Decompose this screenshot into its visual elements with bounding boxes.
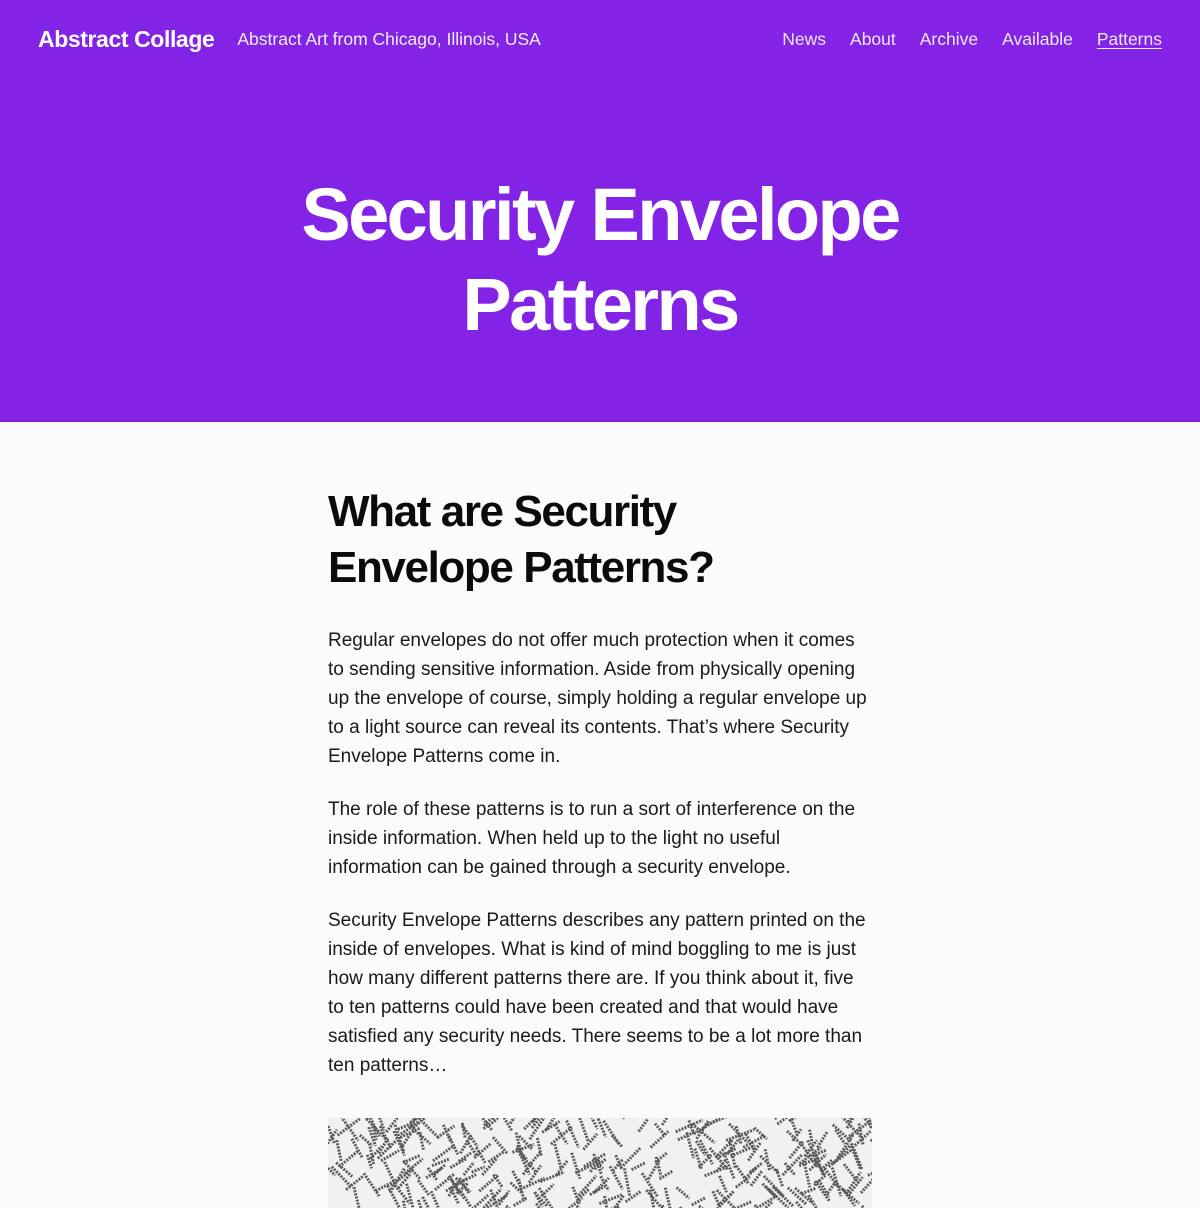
- hero-banner: [0, 0, 1200, 422]
- article-paragraph: Regular envelopes do not offer much protection when it comes to sending sensitive information. Aside from physically opening up the envelope of course, simply holding a regular envelope up to a light source can reveal its contents. That’s where Security Envelope Patterns come in.: [328, 626, 874, 771]
- pattern-stroke: [491, 1190, 501, 1208]
- pattern-stroke: [433, 1145, 454, 1161]
- pattern-stroke: [662, 1118, 672, 1125]
- article-content: [328, 484, 874, 1104]
- pattern-stroke: [621, 1148, 641, 1168]
- pattern-stroke: [868, 1169, 872, 1176]
- pattern-stroke: [810, 1130, 812, 1144]
- pattern-stroke: [472, 1167, 485, 1172]
- pattern-stroke: [665, 1188, 670, 1208]
- pattern-stroke: [418, 1180, 429, 1195]
- pattern-stroke: [379, 1118, 385, 1130]
- pattern-stroke: [472, 1195, 488, 1208]
- pattern-stroke: [861, 1171, 872, 1192]
- nav-item-patterns[interactable]: Patterns: [1097, 29, 1162, 50]
- pattern-stroke: [432, 1159, 450, 1166]
- pattern-stroke: [431, 1191, 438, 1207]
- section-heading-line-2: Envelope Patterns?: [328, 543, 714, 592]
- pattern-stroke: [804, 1161, 810, 1187]
- page-title-line-2: Patterns: [462, 263, 737, 346]
- pattern-stroke: [624, 1168, 629, 1196]
- pattern-stroke: [660, 1171, 673, 1179]
- pattern-stroke: [801, 1188, 815, 1193]
- pattern-stroke: [751, 1171, 762, 1186]
- pattern-stroke: [692, 1198, 706, 1205]
- pattern-stroke: [410, 1126, 431, 1143]
- pattern-stroke: [364, 1173, 379, 1196]
- pattern-stroke: [360, 1135, 373, 1146]
- pattern-stroke: [632, 1162, 646, 1169]
- pattern-stroke: [612, 1135, 622, 1147]
- page-title: [0, 170, 1200, 350]
- pattern-stroke: [687, 1132, 694, 1158]
- pattern-stroke: [510, 1118, 524, 1123]
- pattern-stroke: [800, 1142, 809, 1155]
- pattern-stroke: [677, 1187, 690, 1198]
- pattern-stroke: [572, 1153, 580, 1179]
- pattern-stroke: [403, 1201, 406, 1208]
- pattern-stroke: [871, 1139, 872, 1151]
- pattern-stroke: [817, 1132, 827, 1147]
- site-header: [38, 22, 1162, 56]
- pattern-stroke: [567, 1121, 579, 1148]
- pattern-stroke: [332, 1167, 351, 1187]
- pattern-stroke: [540, 1172, 564, 1182]
- pattern-stroke: [406, 1184, 413, 1208]
- pattern-stroke: [423, 1197, 432, 1208]
- pattern-stroke: [828, 1181, 837, 1193]
- nav-item-news[interactable]: News: [782, 29, 826, 50]
- pattern-stroke: [555, 1144, 561, 1168]
- pattern-stroke: [790, 1118, 797, 1134]
- pattern-stroke: [385, 1162, 396, 1184]
- pattern-stroke: [528, 1152, 540, 1166]
- pattern-stroke: [613, 1159, 623, 1171]
- pattern-stroke: [732, 1202, 752, 1208]
- pattern-stroke: [493, 1137, 508, 1154]
- nav-item-about[interactable]: About: [850, 29, 896, 50]
- pattern-stroke: [496, 1118, 517, 1119]
- pattern-stroke: [639, 1119, 648, 1131]
- security-pattern-graphic: [328, 1118, 872, 1208]
- pattern-stroke: [579, 1118, 588, 1141]
- section-heading: [328, 484, 874, 596]
- pattern-stroke: [381, 1151, 399, 1161]
- article-paragraph: The role of these patterns is to run a sort of interference on the inside information. When held up to the light no useful information can be gained through a security envelope.: [328, 795, 874, 882]
- pattern-stroke: [388, 1186, 401, 1208]
- security-pattern-image: [328, 1118, 872, 1208]
- pattern-stroke: [626, 1192, 641, 1202]
- site-title-link[interactable]: Abstract Collage: [38, 26, 214, 53]
- page-title-line-1: Security Envelope: [301, 173, 898, 256]
- pattern-stroke: [337, 1140, 341, 1161]
- branding: [38, 26, 541, 53]
- pattern-stroke: [648, 1160, 659, 1179]
- pattern-stroke: [461, 1191, 471, 1206]
- pattern-stroke: [583, 1134, 597, 1150]
- nav-item-available[interactable]: Available: [1002, 29, 1073, 50]
- section-heading-line-1: What are Security: [328, 487, 676, 536]
- pattern-stroke: [354, 1187, 359, 1208]
- primary-nav: [782, 29, 1162, 50]
- pattern-stroke: [651, 1131, 669, 1147]
- article-paragraph: Security Envelope Patterns describes any pattern printed on the inside of envelopes. What is kind of mind boggling to me is just how many different patterns there are. If you think about it, five to ten patterns could have been created and that would have satisfied any security needs. There seems to be a lot more than ten patterns…: [328, 906, 874, 1080]
- pattern-stroke: [719, 1176, 726, 1192]
- pattern-stroke: [338, 1118, 361, 1135]
- site-tagline: Abstract Art from Chicago, Illinois, USA: [237, 29, 540, 50]
- nav-item-archive[interactable]: Archive: [920, 29, 978, 50]
- pattern-stroke: [590, 1118, 597, 1129]
- pattern-stroke: [504, 1118, 512, 1131]
- pattern-stroke: [610, 1166, 623, 1189]
